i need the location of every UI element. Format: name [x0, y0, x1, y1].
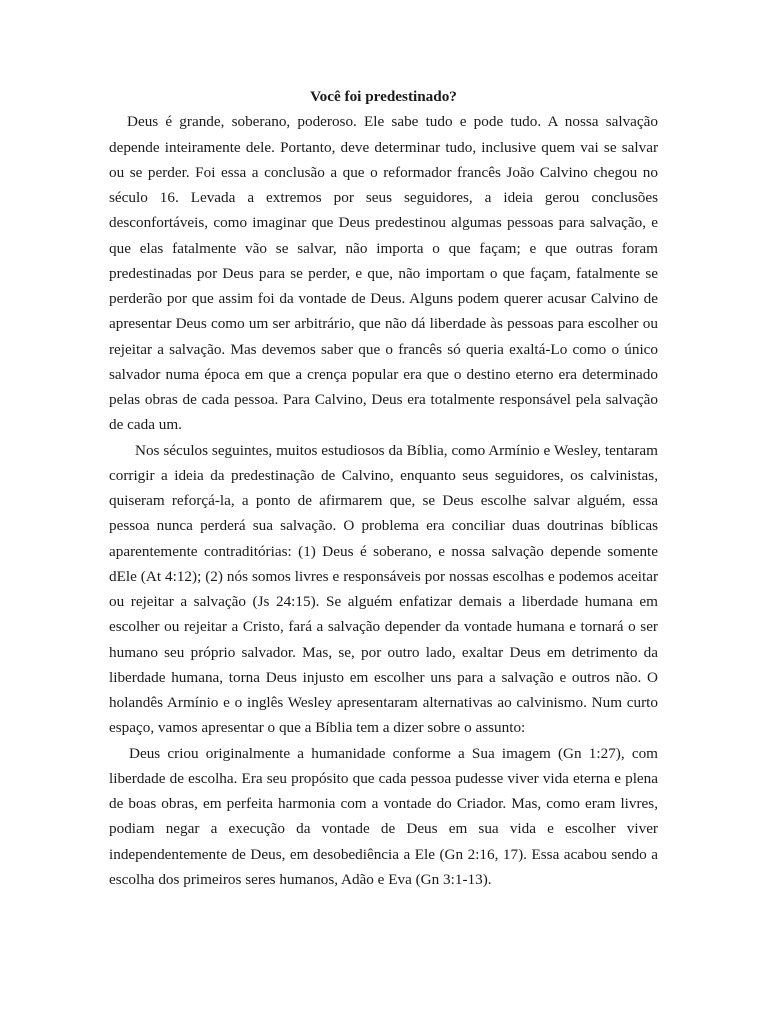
paragraph-1: Deus é grande, soberano, poderoso. Ele sabe tudo e pode tudo. A nossa salvação depende inteiramente dele. Portanto, deve determinar tudo, inclusive quem vai se salvar ou se perder. Foi essa a conclusão a que o reformador francês João Calvino chegou no século 16. Levada a extremos por seus seguidores, a ideia gerou conclusões desconfortáveis, como imaginar que Deus predestinou algumas pessoas para salvação, e que elas fatalmente vão se salvar, não importa o que façam; e que outras foram predestinadas por Deus para se perder, e que, não importam o que façam, fatalmente se perderão por que assim foi da vontade de Deus. Alguns podem querer acusar Calvino de apresentar Deus como um ser arbitrário, que não dá liberdade às pessoas para escolher ou rejeitar a salvação. Mas devemos saber que o francês só queria exaltá-Lo como o único salvador numa época em que a crença popular era que o destino eterno era determinado pelas obras de cada pessoa. Para Calvino, Deus era totalmente responsável pela salvação de cada um. [109, 113, 658, 434]
paragraph-2: Nos séculos seguintes, muitos estudiosos da Bíblia, como Armínio e Wesley, tentaram corrigir a ideia da predestinação de Calvino, enquanto seus seguidores, os calvinistas, quiseram reforçá-la, a ponto de afirmarem que, se Deus escolhe salvar alguém, essa pessoa nunca perderá sua salvação. O problema era conciliar duas doutrinas bíblicas aparentemente contraditórias: (1) Deus é soberano, e nossa salvação depende somente dEle (At 4:12); (2) nós somos livres e responsáveis por nossas escolhas e podemos aceitar ou rejeitar a salvação (Js 24:15). Se alguém enfatizar demais a liberdade humana em escolher ou rejeitar a Cristo, fará a salvação depender da vontade humana e tornará o ser humano seu próprio salvador. Mas, se, por outro lado, exaltar Deus em detrimento da liberdade humana, torna Deus injusto em escolher uns para a salvação e outros não. O holandês Armínio e o inglês Wesley apresentaram alternativas ao calvinismo. Num curto espaço, vamos apresentar o que a Bíblia tem a dizer sobre o assunto: [109, 441, 658, 737]
document-title: Você foi predestinado? [310, 88, 457, 105]
paragraph-3: Deus criou originalmente a humanidade conforme a Sua imagem (Gn 1:27), com liberdade de escolha. Era seu propósito que cada pessoa pudesse viver vida eterna e plena de boas obras, em perfeita harmonia com a vontade do Criador. Mas, como eram livres, podiam negar a execução da vontade de Deus em sua vida e escolher viver independentemente de Deus, em desobediência a Ele (Gn 2:16, 17). Essa acabou sendo a escolha dos primeiros seres humanos, Adão e Eva (Gn 3:1-13). [109, 744, 658, 888]
document-page [109, 84, 658, 892]
